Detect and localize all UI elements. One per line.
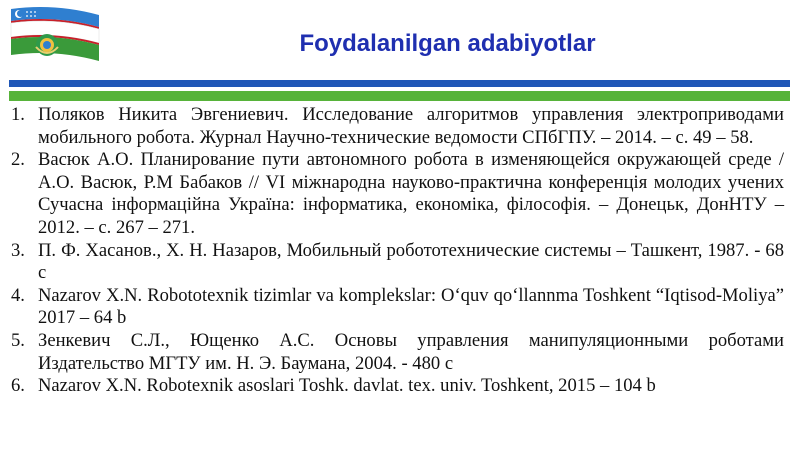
reference-item: [11, 104, 784, 149]
reference-text: Nazarov X.N. Robotexnik asoslari Toshk. davlat. tex. univ. Toshkent, 2015 – 104 b: [38, 375, 656, 397]
reference-text: П. Ф. Хасанов., Х. Н. Назаров, Мобильный робототехнические системы – Ташкент, 1987. - 68 с: [38, 239, 784, 284]
reference-item: [11, 329, 784, 375]
reference-text: Поляков Никита Эвгениевич. Исследование алгоритмов управления электроприводами мобильного робота. Журнал Научно-технические ведомости СПбГПУ. – 2014. – с. 49 – 58.: [38, 104, 784, 148]
reference-item: [11, 149, 784, 239]
reference-item: [11, 284, 784, 330]
reference-list: [8, 104, 784, 398]
reference-number: 4.: [11, 284, 25, 306]
page-title: Foydalanilgan adabiyotlar: [299, 30, 596, 57]
reference-text: Nazarov X.N. Robototexnik tizimlar va komplekslar: O‘quv qo‘llannma Toshkent “Iqtisod-Moliya” 2017 – 64 b: [38, 284, 784, 329]
reference-item: [11, 375, 784, 398]
reference-text: Васюк А.О. Планирование пути автономного робота в изменяющейся окружающей среде / А.О. Васюк, Р.М Бабаков // VI міжнародна науково-практична конференція молодих учених Сучасна інформаційна Україна: інформатика, економіка, філософія. – Донецьк, ДонНТУ – 2012. – с. 267 – 271.: [38, 149, 784, 238]
reference-number: 6.: [11, 375, 25, 397]
reference-number: 2.: [11, 149, 25, 171]
reference-number: 5.: [11, 329, 25, 351]
reference-number: 3.: [11, 239, 25, 261]
header-divider-green: [9, 91, 790, 101]
header-divider-blue: [9, 80, 790, 87]
reference-item: [11, 239, 784, 285]
reference-number: 1.: [11, 104, 25, 125]
reference-text: Зенкевич С.Л., Ющенко А.С. Основы управления манипуляционными роботами Издательство МГТУ им. Н. Э. Баумана, 2004. - 480 с: [38, 329, 784, 374]
